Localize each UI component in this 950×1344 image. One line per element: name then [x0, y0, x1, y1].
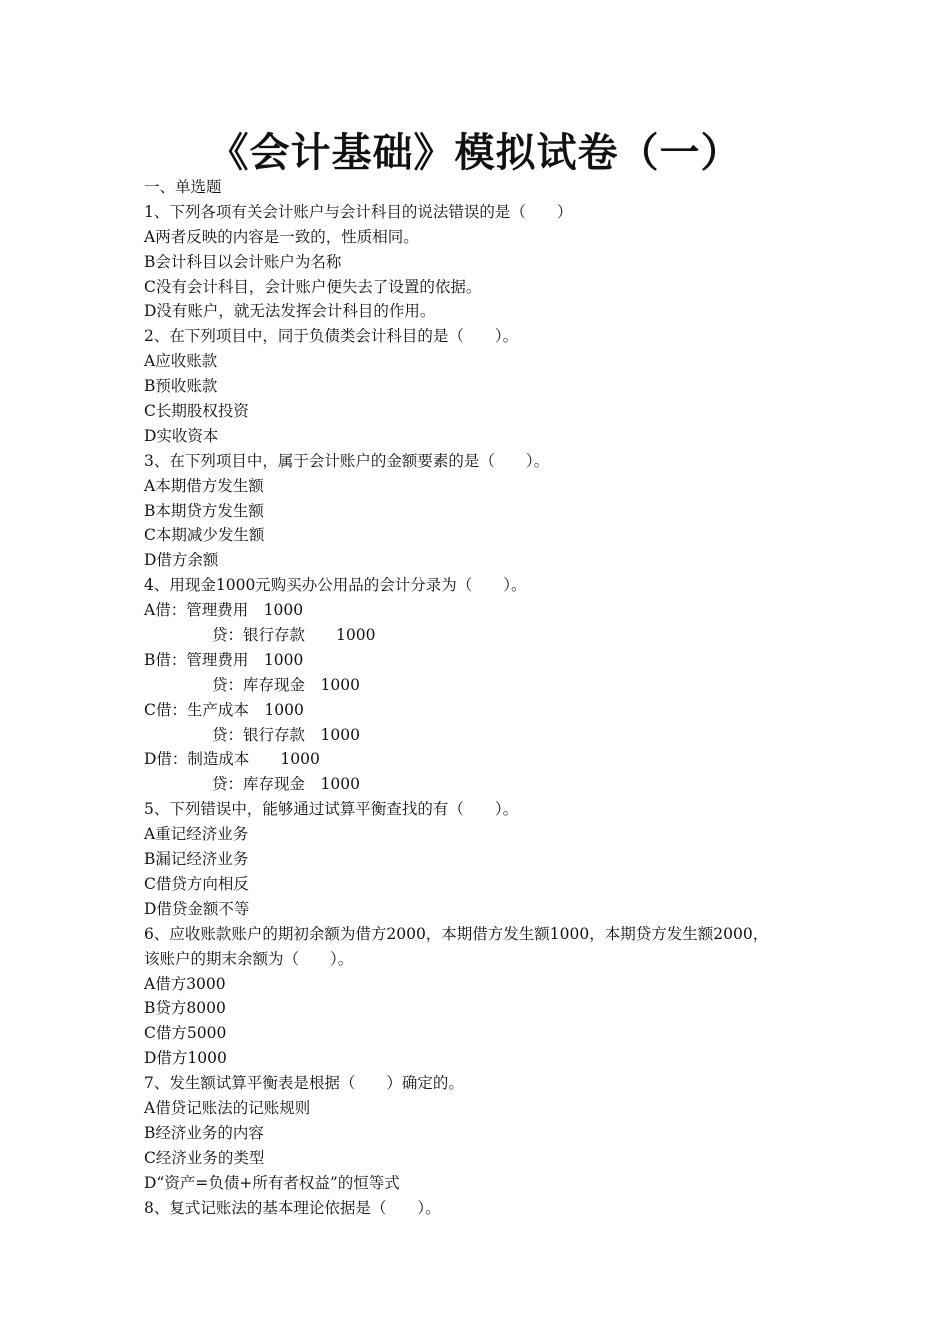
question-7-option-d: D“资产=负债+所有者权益”的恒等式 — [144, 1173, 400, 1192]
question-5-option-d: D借贷金额不等 — [144, 899, 250, 918]
question-1-option-d: D没有账户，就无法发挥会计科目的作用。 — [144, 302, 436, 321]
question-2-option-b: B预收账款 — [144, 377, 218, 396]
question-5-option-a: A重记经济业务 — [144, 825, 249, 844]
question-6-stem-continued: 该账户的期末余额为（ ）。 — [144, 949, 354, 968]
question-7-option-a: A借贷记账法的记账规则 — [144, 1098, 311, 1117]
question-3-option-a: A本期借方发生额 — [144, 476, 264, 495]
question-6-option-a: A借方3000 — [144, 974, 226, 993]
question-4-option-b-credit: 贷：库存现金 1000 — [212, 675, 360, 694]
question-6-option-c: C借方5000 — [144, 1024, 227, 1043]
question-7-stem: 7、发生额试算平衡表是根据（ ）确定的。 — [144, 1074, 464, 1093]
question-1-option-c: C没有会计科目，会计账户便失去了设置的依据。 — [144, 277, 482, 296]
question-2-option-c: C长期股权投资 — [144, 402, 249, 421]
question-4-option-a-debit: A借：管理费用 1000 — [144, 601, 304, 620]
question-3-option-c: C本期减少发生额 — [144, 526, 265, 545]
question-7-option-b: B经济业务的内容 — [144, 1123, 264, 1142]
question-1-option-b: B会计科目以会计账户为名称 — [144, 252, 342, 271]
question-2-option-a: A应收账款 — [144, 352, 218, 371]
question-5-option-b: B漏记经济业务 — [144, 850, 249, 869]
question-2-stem: 2、在下列项目中，同于负债类会计科目的是（ ）。 — [144, 327, 519, 346]
question-5-option-c: C借贷方向相反 — [144, 874, 249, 893]
question-4-option-c-debit: C借：生产成本 1000 — [144, 700, 304, 719]
question-6-stem: 6、应收账款账户的期初余额为借方2000，本期借方发生额1000，本期贷方发生额2000， — [144, 924, 769, 943]
question-4-option-d-credit: 贷：库存现金 1000 — [212, 775, 360, 794]
exam-title: 《会计基础》模拟试卷（一） — [208, 130, 742, 176]
question-3-option-d: D借方余额 — [144, 551, 219, 570]
question-1-stem: 1、下列各项有关会计账户与会计科目的说法错误的是（ ） — [144, 202, 573, 221]
question-4-option-d-debit: D借：制造成本 1000 — [144, 750, 320, 769]
question-2-option-d: D实收资本 — [144, 426, 219, 445]
section-heading: 一、单选题 — [144, 178, 222, 196]
question-list — [144, 175, 844, 1220]
question-1-option-a: A两者反映的内容是一致的，性质相同。 — [144, 227, 419, 246]
question-3-stem: 3、在下列项目中，属于会计账户的金额要素的是（ ）。 — [144, 451, 550, 470]
question-4-option-a-credit: 贷：银行存款 1000 — [212, 626, 376, 645]
question-8-stem: 8、复式记账法的基本理论依据是（ ）。 — [144, 1198, 441, 1217]
question-3-option-b: B本期贷方发生额 — [144, 501, 264, 520]
question-6-option-d: D借方1000 — [144, 1049, 227, 1068]
question-4-option-b-debit: B借：管理费用 1000 — [144, 650, 304, 669]
question-4-stem: 4、用现金1000元购买办公用品的会计分录为（ ）。 — [144, 576, 527, 595]
question-4-option-c-credit: 贷：银行存款 1000 — [212, 725, 360, 744]
question-7-option-c: C经济业务的类型 — [144, 1148, 265, 1167]
question-5-stem: 5、下列错误中，能够通过试算平衡查找的有（ ）。 — [144, 800, 519, 819]
question-6-option-b: B贷方8000 — [144, 999, 226, 1018]
